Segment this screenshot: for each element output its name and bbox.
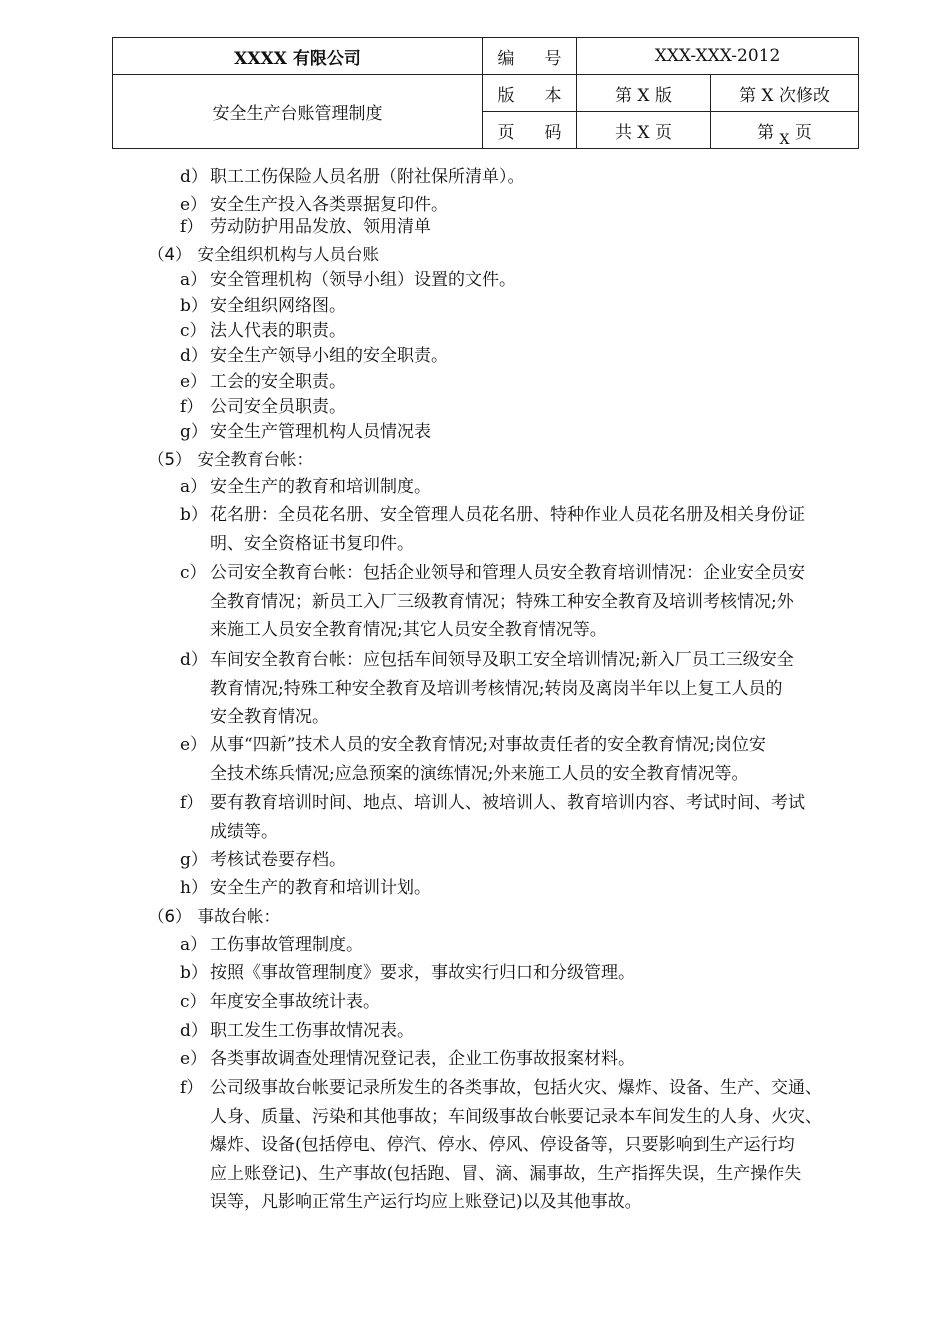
list-item	[180, 988, 380, 1017]
list-item-label: e）	[180, 372, 208, 392]
text-line: 公司安全员职责。	[210, 397, 346, 417]
list-item-label: e）	[180, 1049, 208, 1069]
text-line: 安全生产领导小组的安全职责。	[210, 346, 448, 366]
text-line: 公司安全教育台帐：包括企业领导和管理人员安全教育培训情况：企业安全员安	[210, 563, 805, 583]
list-item-text	[210, 473, 431, 502]
text-line: 爆炸、设备(包括停电、停汽、停水、停风、停设备等，只要影响到生产运行均	[210, 1135, 795, 1156]
list-item	[180, 1045, 635, 1074]
revision-value: 第 X 次修改	[711, 75, 859, 112]
list-item-label: e）	[180, 195, 208, 215]
text-line: 明、安全资格证书复印件。	[210, 533, 414, 554]
list-item-label: c）	[180, 563, 207, 583]
list-item-text	[210, 163, 525, 192]
list-item	[180, 646, 794, 732]
list-item-label: g）	[180, 850, 208, 870]
list-item	[180, 213, 431, 242]
list-item-text	[210, 988, 380, 1017]
label-number: 编号	[483, 38, 577, 75]
text-line: 安全管理机构（领导小组）设置的文件。	[210, 270, 516, 290]
list-item	[180, 931, 363, 960]
list-item-text	[210, 501, 805, 558]
list-item-text	[210, 213, 431, 242]
list-item-label: h）	[180, 878, 208, 898]
text-line: 车间安全教育台帐：应包括车间领导及职工安全培训情况;新入厂员工三级安全	[210, 650, 794, 670]
list-item-label: b）	[180, 963, 208, 983]
list-item	[180, 731, 766, 788]
list-item-text	[210, 931, 363, 960]
text-line: 职工工伤保险人员名册（附社保所清单）。	[210, 167, 525, 187]
text-line: 花名册：全员花名册、安全管理人员花名册、特种作业人员花名册及相关身份证	[210, 505, 805, 525]
list-item-text	[210, 731, 766, 788]
list-item-text	[210, 342, 448, 371]
list-item	[180, 266, 516, 295]
text-line: 安全生产管理机构人员情况表	[210, 422, 431, 442]
list-item-text	[210, 874, 431, 903]
list-item-label: f）	[180, 793, 204, 813]
list-item-label: a）	[180, 477, 208, 497]
text-line: 公司级事故台帐要记录所发生的各类事故，包括火灾、爆炸、设备、生产、交通、	[210, 1078, 822, 1098]
text-line: 安全生产的教育和培训计划。	[210, 878, 431, 898]
section-title: 安全组织机构与人员台账	[197, 245, 379, 264]
section-title: 事故台帐：	[197, 907, 280, 926]
document-header-table	[112, 37, 859, 149]
list-item-label: d）	[180, 167, 208, 187]
list-item	[180, 874, 431, 903]
list-item-label: c）	[180, 992, 207, 1012]
list-item	[180, 163, 525, 192]
text-line: 考核试卷要存档。	[210, 850, 346, 870]
list-item-text	[210, 789, 805, 846]
list-item-text	[210, 646, 794, 732]
text-line: 教育情况;特殊工种安全教育及培训考核情况;转岗及离岗半年以上复工人员的	[210, 678, 783, 699]
text-line: 全技术练兵情况;应急预案的演练情况;外来施工人员的安全教育情况等。	[210, 763, 749, 784]
list-item-label: g）	[180, 422, 208, 442]
list-item-text	[210, 559, 805, 645]
text-line: 要有教育培训时间、地点、培训人、被培训人、教育培训内容、考试时间、考试	[210, 793, 805, 813]
list-item-text	[210, 1017, 414, 1046]
section-number: （6）	[148, 907, 192, 926]
list-item-text	[210, 959, 635, 988]
text-line: 工伤事故管理制度。	[210, 935, 363, 955]
list-item-label: b）	[180, 505, 208, 525]
list-item	[180, 418, 431, 447]
list-item-label: e）	[180, 735, 208, 755]
list-item-text	[210, 266, 516, 295]
text-line: 劳动防护用品发放、领用清单	[210, 217, 431, 237]
list-item-label: f）	[180, 217, 204, 237]
section-heading	[148, 446, 313, 474]
list-item-label: b）	[180, 296, 208, 316]
list-item-label: d）	[180, 650, 208, 670]
list-item	[180, 501, 805, 558]
list-item-text	[210, 1045, 635, 1074]
current-page: 第 $_X$ 页	[711, 112, 859, 149]
list-item	[180, 342, 448, 371]
company-name: XXXX 有限公司	[113, 38, 483, 75]
section-title: 安全教育台帐：	[197, 450, 313, 469]
list-item	[180, 559, 805, 645]
text-line: 法人代表的职责。	[210, 321, 346, 341]
list-item	[180, 1017, 414, 1046]
list-item-text	[210, 418, 431, 447]
version-value: 第 X 版	[577, 75, 711, 112]
section-heading	[148, 241, 379, 269]
list-item	[180, 1074, 822, 1217]
list-item	[180, 846, 346, 875]
text-line: 成绩等。	[210, 821, 278, 842]
list-item-label: d）	[180, 1021, 208, 1041]
list-item-label: f）	[180, 397, 204, 417]
text-line: 人身、质量、污染和其他事故；车间级事故台帐要记录本车间发生的人身、火灾、	[210, 1106, 822, 1127]
text-line: 各类事故调查处理情况登记表，企业工伤事故报案材料。	[210, 1049, 635, 1069]
label-version: 版本	[483, 75, 577, 112]
list-item-label: a）	[180, 270, 208, 290]
list-item	[180, 473, 431, 502]
text-line: 年度安全事故统计表。	[210, 992, 380, 1012]
text-line: 安全教育情况。	[210, 707, 329, 728]
text-line: 安全生产的教育和培训制度。	[210, 477, 431, 497]
text-line: 误等，凡影响正常生产运行均应上账登记)以及其他事故。	[210, 1192, 642, 1213]
list-item-label: f）	[180, 1078, 204, 1098]
list-item-text	[210, 846, 346, 875]
section-number: （4）	[148, 245, 192, 264]
text-line: 应上账登记)、生产事故(包括跑、冒、滴、漏事故，生产指挥失误，生产操作失	[210, 1163, 802, 1184]
total-pages: 共 X 页	[577, 112, 711, 149]
list-item-label: c）	[180, 321, 207, 341]
text-line: 工会的安全职责。	[210, 372, 346, 392]
list-item-text	[210, 1074, 822, 1217]
label-page: 页码	[483, 112, 577, 149]
list-item-label: d）	[180, 346, 208, 366]
text-line: 全教育情况；新员工入厂三级教育情况；特殊工种安全教育及培训考核情况;外	[210, 591, 794, 612]
text-line: 从事“四新”技术人员的安全教育情况;对事故责任者的安全教育情况;岗位安	[210, 735, 766, 755]
text-line: 按照《事故管理制度》要求，事故实行归口和分级管理。	[210, 963, 635, 983]
list-item	[180, 959, 635, 988]
text-line: 职工发生工伤事故情况表。	[210, 1021, 414, 1041]
section-heading	[148, 903, 280, 931]
document-number: XXX-XXX-2012	[577, 38, 859, 75]
document-title: 安全生产台账管理制度	[113, 75, 483, 149]
list-item-label: a）	[180, 935, 208, 955]
list-item	[180, 789, 805, 846]
text-line: 安全生产投入各类票据复印件。	[210, 195, 448, 215]
text-line: 来施工人员安全教育情况;其它人员安全教育情况等。	[210, 620, 607, 641]
text-line: 安全组织网络图。	[210, 296, 346, 316]
section-number: （5）	[148, 450, 192, 469]
